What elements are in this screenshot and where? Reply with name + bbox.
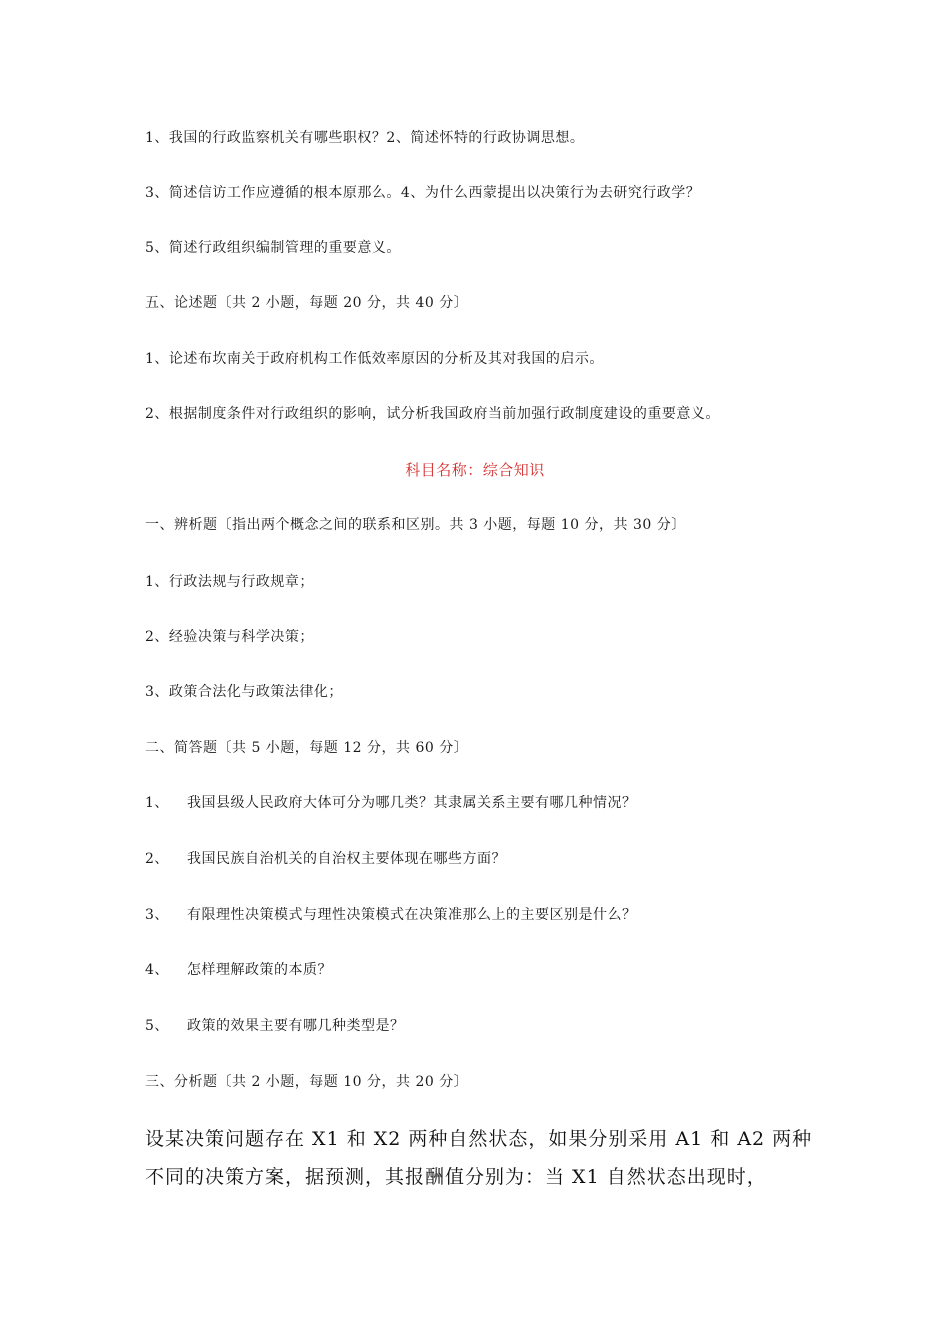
- question-line: 1、行政法规与行政规章；: [145, 574, 314, 590]
- section-heading: 一、辨析题〔指出两个概念之间的联系和区别。共 3 小题，每题 10 分，共 30 分〕: [145, 517, 686, 533]
- question-line: 3、政策合法化与政策法律化；: [145, 684, 343, 700]
- section-heading: 三、分析题〔共 2 小题，每题 10 分，共 20 分〕: [145, 1074, 469, 1090]
- question-text: 我国县级人民政府大体可分为哪几类？其隶属关系主要有哪几种情况？: [187, 795, 637, 811]
- question-line: 1、我国的行政监察机关有哪些职权？2、简述怀特的行政协调思想。: [145, 130, 585, 146]
- question-text: 有限理性决策模式与理性决策模式在决策准那么上的主要区别是什么？: [187, 907, 637, 923]
- question-number: 5、: [145, 1018, 169, 1034]
- question-text: 怎样理解政策的本质？: [187, 962, 332, 978]
- paragraph-line: 不同的决策方案，据预测，其报酬值分别为：当 X1 自然状态出现时，: [145, 1166, 767, 1188]
- section-heading: 二、简答题〔共 5 小题，每题 12 分，共 60 分〕: [145, 740, 469, 756]
- question-line: [145, 793, 637, 813]
- question-line: [145, 905, 637, 925]
- question-number: 1、: [145, 795, 169, 811]
- question-number: 2、: [145, 851, 169, 867]
- question-number: 3、: [145, 907, 169, 923]
- subject-title: 科目名称：综合知识: [405, 461, 545, 479]
- question-line: 2、经验决策与科学决策；: [145, 629, 314, 645]
- question-line: 1、论述布坎南关于政府机构工作低效率原因的分析及其对我国的启示。: [145, 351, 604, 367]
- section-heading: 五、论述题〔共 2 小题，每题 20 分，共 40 分〕: [145, 295, 469, 311]
- question-number: 4、: [145, 962, 169, 978]
- question-line: 2、根据制度条件对行政组织的影响，试分析我国政府当前加强行政制度建设的重要意义。: [145, 406, 720, 422]
- question-text: 我国民族自治机关的自治权主要体现在哪些方面？: [187, 851, 506, 867]
- paragraph-line: 设某决策问题存在 X1 和 X2 两种自然状态，如果分别采用 A1 和 A2 两种: [145, 1128, 813, 1150]
- question-line: [145, 849, 506, 869]
- question-line: 3、简述信访工作应遵循的根本原那么。4、为什么西蒙提出以决策行为去研究行政学？: [145, 185, 701, 201]
- question-line: [145, 960, 332, 980]
- question-line: [145, 1016, 405, 1036]
- question-text: 政策的效果主要有哪几种类型是？: [187, 1018, 405, 1034]
- question-line: 5、简述行政组织编制管理的重要意义。: [145, 240, 401, 256]
